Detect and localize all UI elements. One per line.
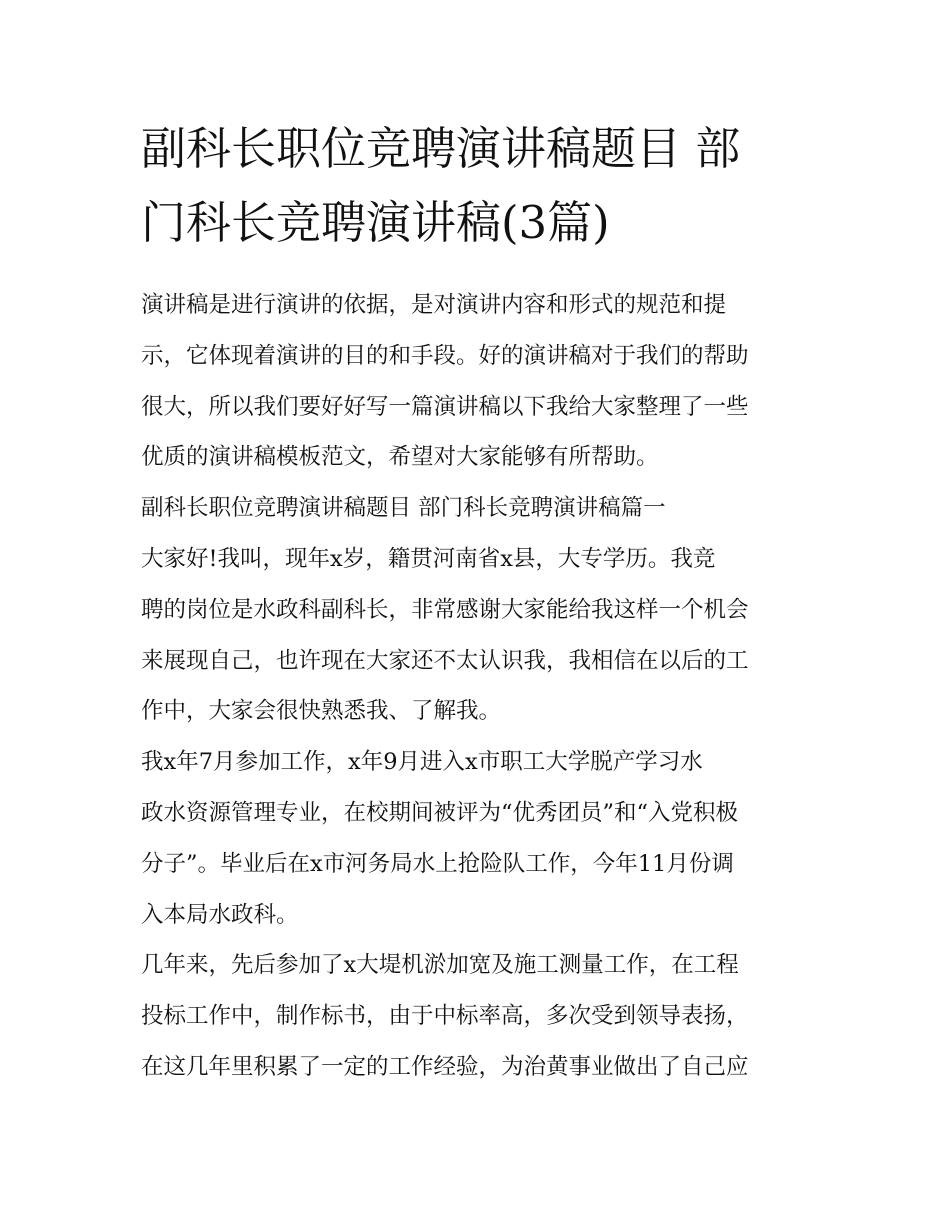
title-line: 门科长竞聘演讲稿(3篇)	[141, 196, 610, 249]
body-line: 大家好!我叫，现年x岁，籍贯河南省x县，大专学历。我竞	[141, 545, 716, 572]
body-line: 分子”。毕业后在x市河务局水上抢险队工作，今年11月份调	[141, 850, 734, 877]
document-title	[141, 112, 821, 260]
title-line: 副科长职位竞聘演讲稿题目 部	[141, 122, 741, 175]
body-line: 我x年7月参加工作，x年9月进入x市职工大学脱产学习水	[141, 749, 703, 776]
body-line: 作中，大家会很快熟悉我、了解我。	[141, 698, 502, 725]
document-body	[141, 280, 831, 1093]
section-heading: 副科长职位竞聘演讲稿题目 部门科长竞聘演讲稿篇一	[141, 495, 666, 522]
body-line: 在这几年里积累了一定的工作经验，为治黄事业做出了自己应	[141, 1053, 749, 1080]
body-line: 优质的演讲稿模板范文，希望对大家能够有所帮助。	[141, 444, 659, 471]
body-line: 聘的岗位是水政科副科长，非常感谢大家能给我这样一个机会	[141, 596, 749, 623]
body-line: 几年来，先后参加了x大堤机淤加宽及施工测量工作，在工程	[141, 952, 739, 979]
body-line: 很大，所以我们要好好写一篇演讲稿以下我给大家整理了一些	[141, 393, 749, 420]
body-line: 示，它体现着演讲的目的和手段。好的演讲稿对于我们的帮助	[141, 342, 749, 369]
body-line: 来展现自己，也许现在大家还不太认识我，我相信在以后的工	[141, 647, 749, 674]
body-line: 政水资源管理专业，在校期间被评为“优秀团员”和“入党积极	[141, 799, 739, 826]
body-line: 投标工作中，制作标书，由于中标率高，多次受到领导表扬，	[141, 1003, 749, 1030]
body-line: 入本局水政科。	[141, 901, 299, 928]
body-line: 演讲稿是进行演讲的依据，是对演讲内容和形式的规范和提	[141, 292, 727, 318]
